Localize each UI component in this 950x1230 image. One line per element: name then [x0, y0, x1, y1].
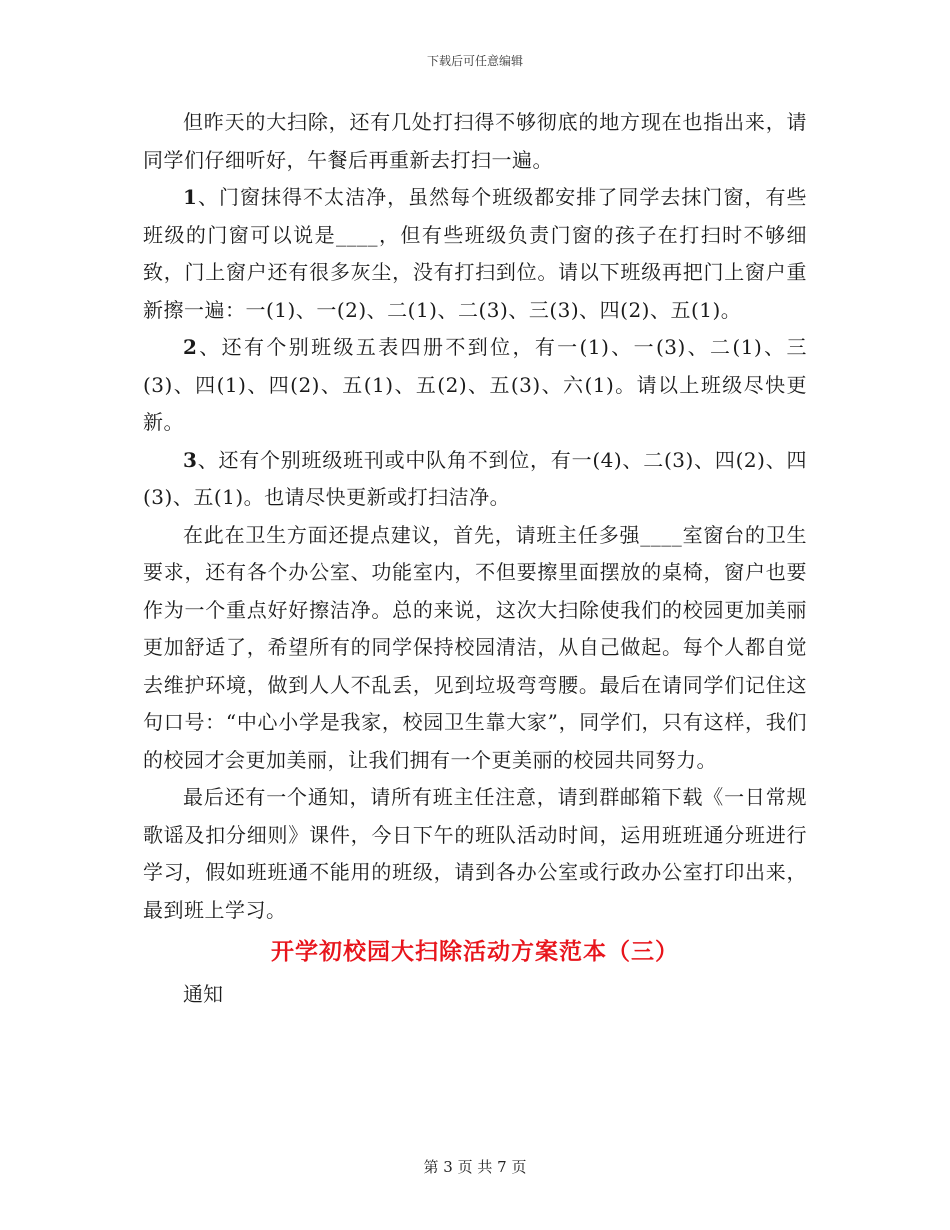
- item-number: 1: [183, 185, 198, 209]
- paragraph-item-3: [143, 442, 807, 517]
- notice-heading: 通知: [183, 982, 223, 1006]
- paragraph-intro: [143, 104, 807, 179]
- page-header: 下载后可任意编辑: [426, 54, 523, 68]
- item-number: 2: [183, 335, 198, 359]
- page-footer: 第 3 页 共 7 页: [423, 1158, 527, 1176]
- paragraph-suggestions: [143, 517, 807, 780]
- paragraph-text: 在此在卫生方面还提点建议，首先，请班主任多强____室窗台的卫生要求，还有各个办公室、功能室内，不但要擦里面摆放的桌椅，窗户也要作为一个重点好好擦洁净。总的来说，这次大扫除使我们的校园更加美丽更加舒适了，希望所有的同学保持校园清洁，从自己做起。每个人都自觉去维护环境，做到人人不乱丢，见到垃圾弯弯腰。最后在请同学们记住这句口号：“中心小学是我家，校园卫生靠大家”，同学们，只有这样，我们的校园才会更加美丽，让我们拥有一个更美丽的校园共同努力。: [143, 522, 807, 772]
- item-number: 3: [183, 447, 198, 472]
- paragraph-text: 、还有个别班级五表四册不到位，有一(1)、一(3)、二(1)、三(3)、四(1)、四(2)、五(1)、五(2)、五(3)、六(1)。请以上班级尽快更新。: [143, 335, 807, 434]
- paragraph-text: 但昨天的大扫除，还有几处打扫得不够彻底的地方现在也指出来，请同学们仔细听好，午餐后再重新去打扫一遍。: [143, 110, 807, 172]
- paragraph-final-notice: [143, 779, 807, 929]
- paragraph-item-1: [143, 179, 807, 329]
- paragraph-text: 最后还有一个通知，请所有班主任注意，请到群邮箱下载《一日常规歌谣及扣分细则》课件，今日下午的班队活动时间，运用班班通分班进行学习，假如班班通不能用的班级，请到各办公室或行政办公室打印出来，最到班上学习。: [143, 785, 807, 922]
- document-body: [143, 104, 807, 1015]
- paragraph-text: 、门窗抹得不太洁净，虽然每个班级都安排了同学去抹门窗，有些班级的门窗可以说是____，但有些班级负责门窗的孩子在打扫时不够细致，门上窗户还有很多灰尘，没有打扫到位。请以下班级再把门上窗户重新擦一遍：一(1)、一(2)、二(1)、二(3)、三(3)、四(2)、五(1)。: [143, 185, 807, 322]
- paragraph-text: 、还有个别班级班刊或中队角不到位，有一(4)、二(3)、四(2)、四(3)、五(1)。也请尽快更新或打扫洁净。: [143, 447, 807, 509]
- section-title: 开学初校园大扫除活动方案范本（三）: [271, 938, 679, 965]
- paragraph-item-2: [143, 329, 807, 442]
